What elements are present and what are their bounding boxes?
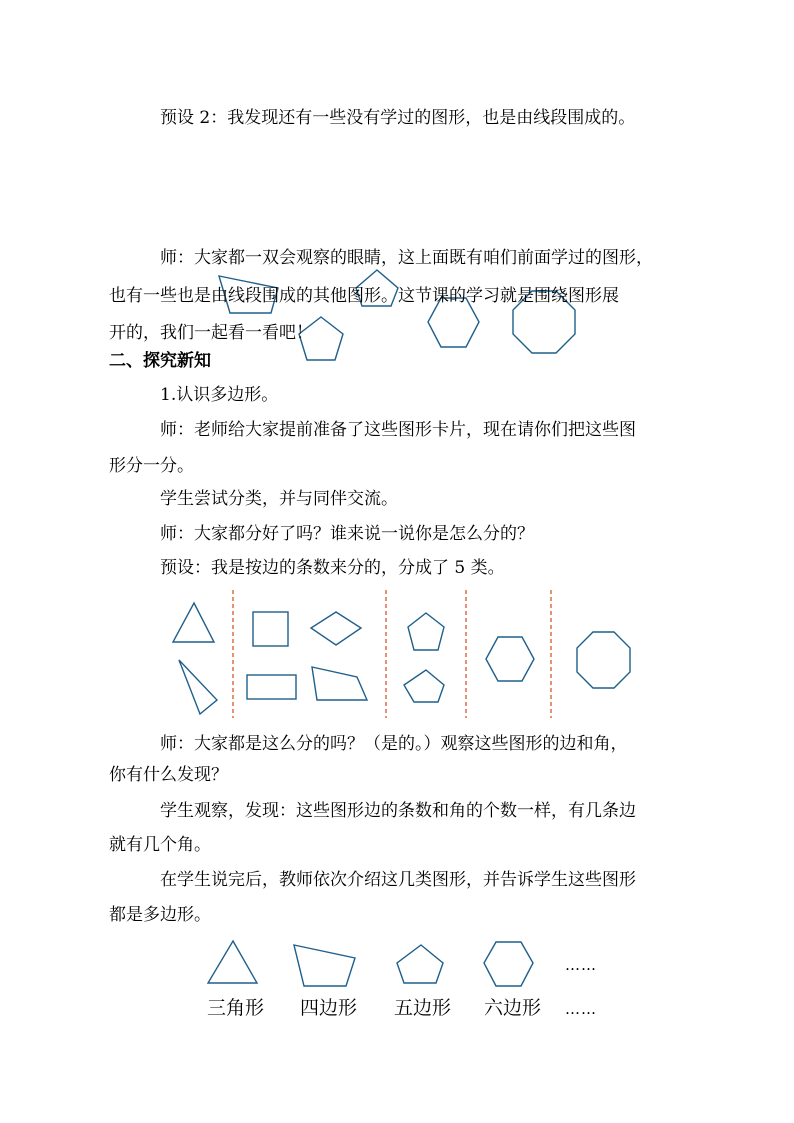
pentagon-shape xyxy=(397,945,443,983)
text-line: 也有一些也是由线段围成的其他图形。这节课的学习就是围绕图形展 xyxy=(109,286,619,306)
text-line: 1.认识多边形。 xyxy=(160,385,279,405)
text-line: 师：老师给大家提前准备了这些图形卡片，现在请你们把这些图 xyxy=(160,420,636,440)
text-line: 你有什么发现？ xyxy=(109,765,228,785)
text-line: 学生观察，发现：这些图形边的条数和角的个数一样，有几条边 xyxy=(160,801,636,821)
text-line: 预设 2：我发现还有一些没有学过的图形，也是由线段围成的。 xyxy=(160,108,636,128)
section-heading: 二、探究新知 xyxy=(109,351,211,371)
hexagon-label: 六边形 xyxy=(484,997,542,1019)
quadrilateral-label: 四边形 xyxy=(300,997,358,1019)
ellipsis-names: …… xyxy=(565,1000,597,1018)
text-line: 形分一分。 xyxy=(109,456,194,476)
text-line: 就有几个角。 xyxy=(109,835,211,855)
pentagon-label: 五边形 xyxy=(394,997,452,1019)
text-line: 开的，我们一起看一看吧！ xyxy=(109,323,313,343)
text-line: 在学生说完后，教师依次介绍这几类图形，并告诉学生这些图形 xyxy=(160,870,636,890)
quadrilateral-shape xyxy=(294,945,355,986)
triangle-label: 三角形 xyxy=(207,997,265,1019)
text-line: 师：大家都一双会观察的眼睛，这上面既有咱们前面学过的图形， xyxy=(160,248,653,268)
text-line: 师：大家都是这么分的吗？（是的。）观察这些图形的边和角， xyxy=(160,734,628,754)
ellipsis-shapes: …… xyxy=(565,956,597,974)
text-line: 学生尝试分类，并与同伴交流。 xyxy=(160,489,398,509)
text-line: 师：大家都分好了吗？谁来说一说你是怎么分的？ xyxy=(160,524,534,544)
triangle-shape xyxy=(208,941,257,983)
text-line: 都是多边形。 xyxy=(109,905,211,925)
text-line: 预设：我是按边的条数来分的，分成了 5 类。 xyxy=(160,558,505,578)
hexagon-shape xyxy=(484,942,533,986)
